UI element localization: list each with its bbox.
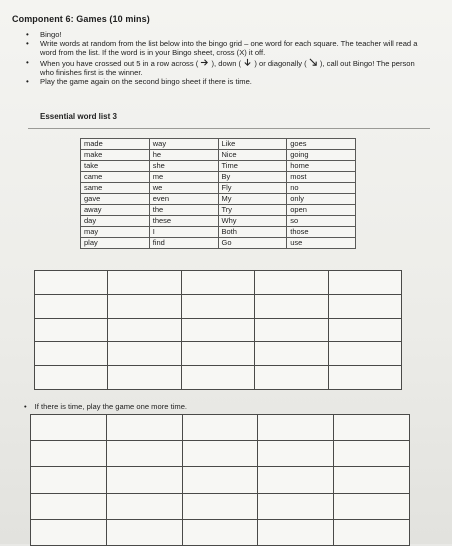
bingo-cell[interactable] (255, 342, 328, 366)
bingo-cell[interactable] (106, 415, 182, 441)
bingo-cell[interactable] (258, 415, 334, 441)
bullet-icon: • (26, 77, 29, 87)
bingo-cell[interactable] (334, 415, 410, 441)
word-cell: so (287, 216, 356, 227)
bingo-grid-1 (34, 270, 402, 390)
word-cell: home (287, 161, 356, 172)
note-text: If there is time, play the game one more time. (34, 402, 188, 411)
instructions-list (24, 30, 424, 86)
bingo-cell[interactable] (334, 493, 410, 519)
bingo-cell[interactable] (31, 467, 107, 493)
table-row (81, 238, 356, 249)
instruction-text-part: When you have crossed out 5 in a row across ( (40, 58, 199, 68)
word-cell: going (287, 150, 356, 161)
bingo-cell[interactable] (255, 271, 328, 295)
instruction-text-part: ), call out Bingo! The person who finishes first is the winner. (40, 58, 415, 77)
word-cell: Try (218, 205, 287, 216)
word-cell: use (287, 238, 356, 249)
bingo-cell[interactable] (334, 467, 410, 493)
arrow-down-icon (243, 58, 252, 67)
bingo-cell[interactable] (258, 519, 334, 545)
table-row (81, 205, 356, 216)
word-cell: find (149, 238, 218, 249)
bingo-cell[interactable] (31, 441, 107, 467)
table-row (81, 172, 356, 183)
bingo-cell[interactable] (182, 467, 258, 493)
bingo-cell[interactable] (258, 467, 334, 493)
word-cell: Why (218, 216, 287, 227)
bingo-cell[interactable] (31, 493, 107, 519)
bingo-cell[interactable] (258, 441, 334, 467)
bingo-cell[interactable] (106, 441, 182, 467)
instruction-text-part: ), down ( (211, 58, 242, 68)
word-cell: same (81, 183, 150, 194)
bingo-cell[interactable] (334, 441, 410, 467)
bingo-cell[interactable] (108, 366, 181, 390)
bingo-cell[interactable] (106, 519, 182, 545)
bingo-cell[interactable] (328, 294, 401, 318)
word-cell: he (149, 150, 218, 161)
bingo-grid-2 (30, 414, 410, 546)
instruction-text: Play the game again on the second bingo sheet if there is time. (40, 77, 252, 87)
bullet-icon: • (24, 402, 27, 411)
bingo-cell[interactable] (181, 271, 254, 295)
bingo-cell[interactable] (35, 342, 108, 366)
word-cell: away (81, 205, 150, 216)
bingo-cell[interactable] (108, 318, 181, 342)
bingo-cell[interactable] (35, 318, 108, 342)
word-cell: way (149, 139, 218, 150)
bingo-cell[interactable] (181, 294, 254, 318)
word-cell: gave (81, 194, 150, 205)
bingo-cell[interactable] (108, 342, 181, 366)
table-row (81, 183, 356, 194)
table-row (81, 194, 356, 205)
grid-row (35, 271, 402, 295)
instruction-item (24, 39, 424, 57)
instruction-item (24, 30, 424, 39)
extra-game-note (24, 402, 187, 411)
grid-row (31, 441, 410, 467)
component-heading: Component 6: Games (10 mins) (12, 14, 150, 24)
bingo-cell[interactable] (108, 294, 181, 318)
grid-row (35, 318, 402, 342)
word-cell: she (149, 161, 218, 172)
word-cell: make (81, 150, 150, 161)
instruction-item (24, 58, 424, 77)
bingo-cell[interactable] (258, 493, 334, 519)
arrow-right-icon (200, 58, 209, 67)
bullet-icon: • (26, 39, 29, 49)
word-cell: Both (218, 227, 287, 238)
word-cell: open (287, 205, 356, 216)
word-cell: made (81, 139, 150, 150)
bingo-cell[interactable] (35, 366, 108, 390)
word-list-heading: Essential word list 3 (40, 112, 117, 121)
table-row (81, 227, 356, 238)
bingo-cell[interactable] (328, 342, 401, 366)
bingo-cell[interactable] (328, 271, 401, 295)
bullet-icon: • (26, 57, 29, 67)
word-cell: no (287, 183, 356, 194)
word-cell: goes (287, 139, 356, 150)
table-row (81, 216, 356, 227)
arrow-diagonal-icon (309, 58, 318, 67)
word-cell: came (81, 172, 150, 183)
word-cell: may (81, 227, 150, 238)
grid-row (35, 342, 402, 366)
bingo-cell[interactable] (328, 318, 401, 342)
word-cell: My (218, 194, 287, 205)
bingo-cell[interactable] (31, 415, 107, 441)
divider (28, 128, 430, 129)
bingo-cell[interactable] (255, 318, 328, 342)
bingo-cell[interactable] (106, 493, 182, 519)
word-cell: even (149, 194, 218, 205)
bingo-cell[interactable] (31, 519, 107, 545)
bingo-cell[interactable] (35, 294, 108, 318)
word-cell: Time (218, 161, 287, 172)
bingo-cell[interactable] (181, 366, 254, 390)
word-cell: Go (218, 238, 287, 249)
bingo-cell[interactable] (255, 294, 328, 318)
grid-row (31, 467, 410, 493)
word-cell: I (149, 227, 218, 238)
word-cell: Nice (218, 150, 287, 161)
word-cell: take (81, 161, 150, 172)
bingo-cell[interactable] (182, 441, 258, 467)
word-cell: the (149, 205, 218, 216)
bingo-cell[interactable] (328, 366, 401, 390)
grid-row (31, 493, 410, 519)
grid-row (35, 294, 402, 318)
word-list-table (80, 138, 356, 249)
word-cell: Fly (218, 183, 287, 194)
word-cell: By (218, 172, 287, 183)
word-cell: play (81, 238, 150, 249)
bingo-cell[interactable] (182, 519, 258, 545)
bingo-cell[interactable] (182, 415, 258, 441)
bingo-cell[interactable] (108, 271, 181, 295)
bingo-cell[interactable] (181, 342, 254, 366)
word-cell: these (149, 216, 218, 227)
bingo-cell[interactable] (181, 318, 254, 342)
instruction-text: Bingo! (40, 30, 62, 39)
bullet-icon: • (26, 30, 29, 39)
bingo-cell[interactable] (255, 366, 328, 390)
bingo-cell[interactable] (35, 271, 108, 295)
table-row (81, 139, 356, 150)
grid-row (35, 366, 402, 390)
table-row (81, 161, 356, 172)
instruction-text-part: ) or diagonally ( (254, 58, 307, 68)
word-cell: those (287, 227, 356, 238)
grid-row (31, 415, 410, 441)
bingo-cell[interactable] (106, 467, 182, 493)
word-cell: we (149, 183, 218, 194)
word-cell: day (81, 216, 150, 227)
grid-row (31, 519, 410, 545)
word-cell: Like (218, 139, 287, 150)
bingo-cell[interactable] (182, 493, 258, 519)
instruction-item (24, 77, 424, 86)
word-cell: me (149, 172, 218, 183)
word-cell: only (287, 194, 356, 205)
word-cell: most (287, 172, 356, 183)
table-row (81, 150, 356, 161)
instruction-text: Write words at random from the list below into the bingo grid – one word for each square. The teacher will read a word from the list. If the word is in your Bingo sheet, cross (X) it off. (40, 39, 418, 58)
bingo-cell[interactable] (334, 519, 410, 545)
